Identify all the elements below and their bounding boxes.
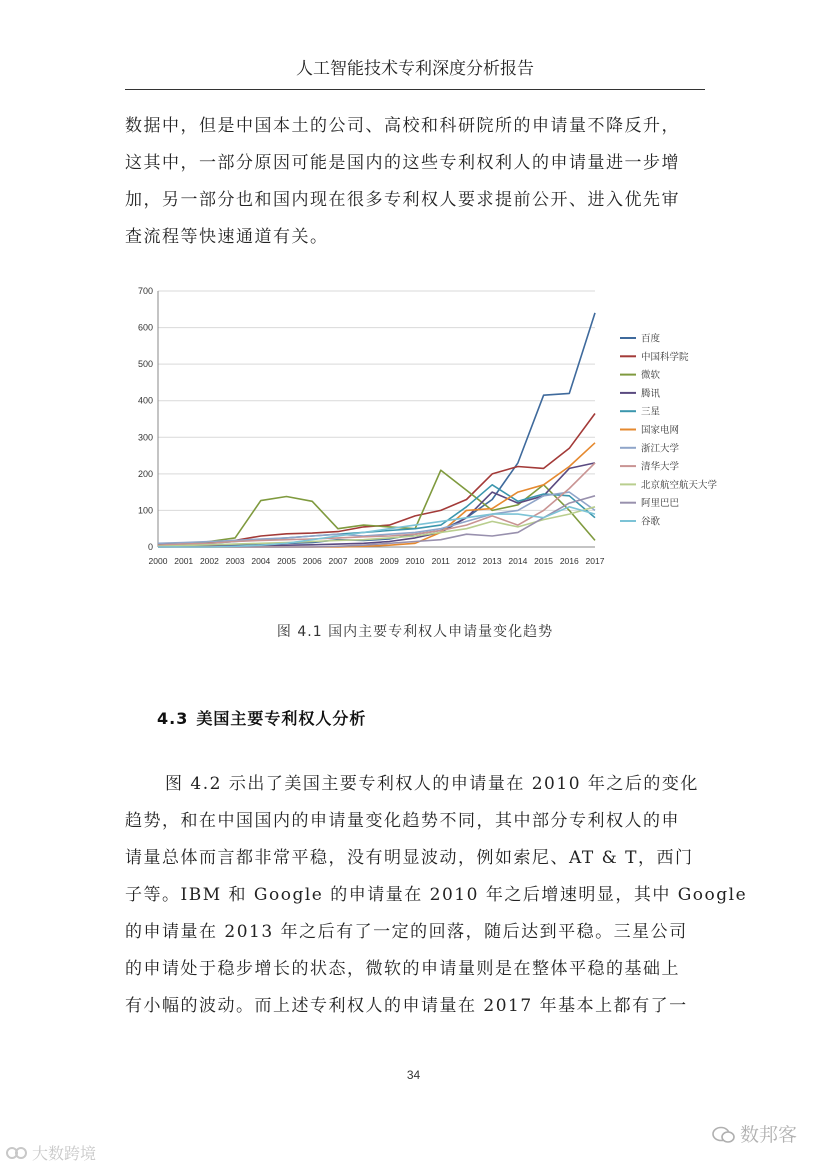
x-tick-label: 2001 (174, 556, 194, 566)
x-tick-label: 2011 (431, 556, 450, 566)
paragraph-1 (125, 108, 705, 256)
legend-label: 谷歌 (641, 516, 661, 528)
x-tick-label: 2015 (534, 556, 554, 566)
chart-legend (618, 330, 738, 540)
x-tick-label: 2009 (379, 556, 399, 566)
x-tick-label: 2006 (302, 556, 322, 566)
x-tick-label: 2007 (328, 556, 348, 566)
x-tick-label: 2008 (354, 556, 374, 566)
text-line: 图 4.2 示出了美国主要专利权人的申请量在 2010 年之后的变化 (165, 774, 699, 794)
legend-label: 三星 (641, 406, 661, 418)
series-line-3 (158, 470, 595, 545)
legend-label: 阿里巴巴 (641, 498, 680, 510)
x-tick-label: 2012 (457, 556, 476, 566)
x-tick-label: 2014 (508, 556, 528, 566)
paragraph-2 (125, 766, 748, 1025)
section-heading (157, 706, 366, 729)
text-line: 子等。IBM 和 Google 的申请量在 2010 年之后增速明显，其中 Google (125, 885, 748, 905)
text-line: 查流程等快速通道有关。 (125, 227, 329, 247)
x-tick-label: 2005 (277, 556, 296, 566)
watermark-right (712, 1120, 797, 1147)
legend-label: 北京航空航天大学 (641, 479, 718, 491)
text-line: 的申请量在 2013 年之后有了一定的回落，随后达到平稳。三星公司 (125, 922, 688, 942)
y-tick-label: 200 (137, 468, 153, 479)
watermark-left-text: 大数跨境 (32, 1144, 97, 1163)
y-tick-label: 700 (137, 286, 153, 296)
header-rule (125, 89, 705, 90)
y-tick-label: 400 (137, 395, 153, 406)
x-tick-label: 2016 (559, 556, 579, 566)
x-tick-label: 2017 (585, 556, 605, 566)
x-tick-label: 2002 (199, 556, 219, 566)
x-tick-label: 2000 (148, 556, 168, 566)
watermark-left (6, 1141, 96, 1164)
x-tick-label: 2010 (405, 556, 425, 566)
legend-label: 清华大学 (641, 461, 680, 473)
watermark-right-text: 数邦客 (740, 1124, 798, 1146)
section-title: 美国主要专利权人分析 (196, 709, 367, 728)
wechat-icon (712, 1126, 734, 1142)
x-tick-label: 2003 (225, 556, 245, 566)
text-line: 有小幅的波动。而上述专利权人的申请量在 2017 年基本上都有了一 (125, 996, 688, 1016)
x-tick-label: 2004 (251, 556, 271, 566)
text-line: 数据中，但是中国本土的公司、高校和科研院所的申请量不降反升， (125, 116, 680, 136)
y-tick-label: 500 (137, 359, 153, 370)
legend-label: 中国科学院 (641, 351, 689, 363)
text-line: 趋势，和在中国国内的申请量变化趋势不同，其中部分专利权人的申 (125, 811, 680, 831)
page-header-title: 人工智能技术专利深度分析报告 (296, 59, 534, 79)
text-line: 的申请处于稳步增长的状态，微软的申请量则是在整体平稳的基础上 (125, 959, 680, 979)
page-number: 34 (406, 1068, 421, 1082)
figure-caption: 图 4.1 国内主要专利权人申请量变化趋势 (276, 624, 554, 640)
legend-label: 腾讯 (641, 388, 661, 400)
legend-label: 微软 (641, 370, 661, 382)
x-tick-label: 2013 (482, 556, 502, 566)
watermark-logo-icon (6, 1145, 28, 1161)
series-line-1 (158, 313, 595, 546)
section-number: 4.3 (157, 709, 189, 728)
y-tick-label: 600 (137, 322, 153, 333)
legend-label: 百度 (641, 333, 661, 345)
text-line: 这其中，一部分原因可能是国内的这些专利权利人的申请量进一步增 (125, 153, 680, 173)
text-line: 加，另一部分也和国内现在很多专利权人要求提前公开、进入优先审 (125, 190, 680, 210)
y-tick-label: 0 (147, 542, 153, 552)
y-tick-label: 300 (137, 432, 153, 443)
legend-label: 国家电网 (641, 425, 680, 436)
text-line: 请量总体而言都非常平稳，没有明显波动，例如索尼、AT & T，西门 (125, 848, 694, 868)
legend-label: 浙江大学 (641, 443, 680, 455)
y-tick-label: 100 (137, 505, 153, 516)
line-chart (125, 278, 625, 578)
